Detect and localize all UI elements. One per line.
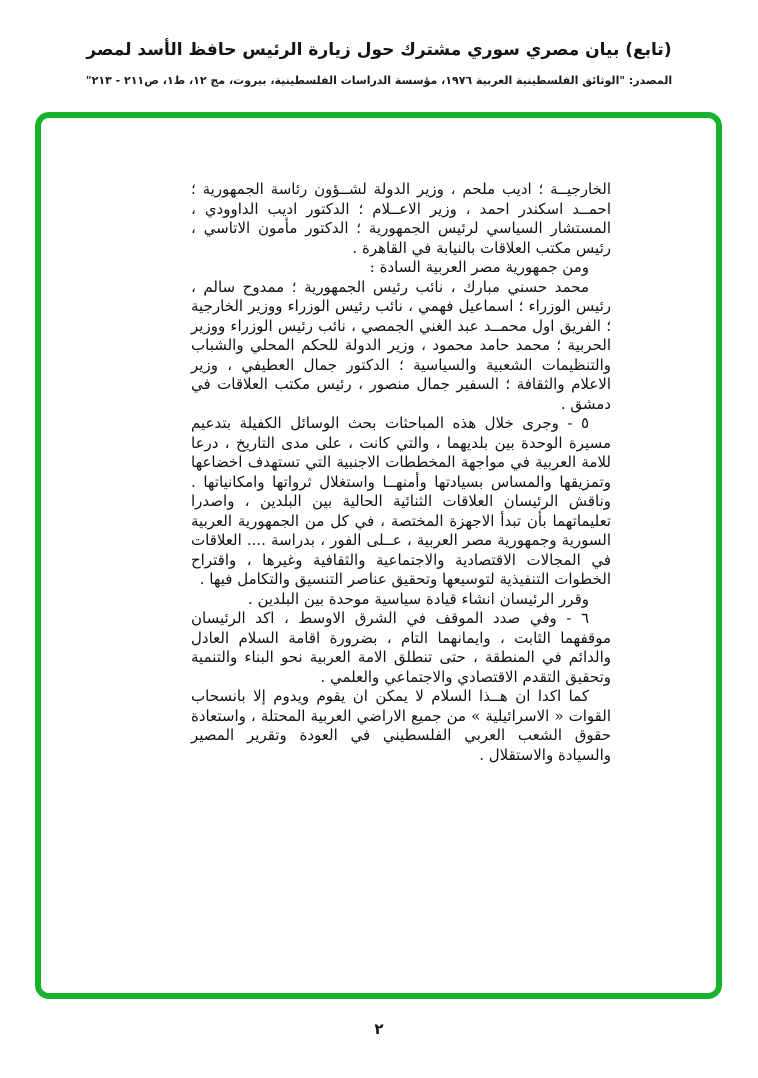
paragraph: كما اكدا ان هــذا السلام لا يمكن ان يقوم ويدوم إلا بانسحاب القوات « الاسرائيلية » من جميع الاراضي العربية المحتلة ، واستعادة حقوق الشعب العربي الفلسطيني في العودة وتقرير المصير والسيادة والاستقلال . — [191, 687, 611, 764]
body-text — [191, 180, 611, 765]
paragraph: الخارجيــة ؛ اديب ملحم ، وزير الدولة لشــؤون رئاسة الجمهورية ؛ احمــد اسكندر احمد ، وزير الاعــلام ؛ الدكتور اديب الداوودي ، المستشار السياسي لرئيس الجمهورية ؛ الدكتور مأمون الاتاسي ، رئيس مكتب العلاقات بالنيابة في القاهرة . — [191, 180, 611, 257]
paragraph: وقرر الرئيسان انشاء قيادة سياسية موحدة بين البلدين . — [247, 589, 589, 608]
page-number: ٢ — [374, 1020, 384, 1038]
paragraph: ٥ - وجرى خلال هذه المباحثات بحث الوسائل الكفيلة بتدعيم مسيرة الوحدة بين بلديهما ، والتي كانت ، على مدى التاريخ ، درعا للامة العربية في مواجهة المخططات الاجنبية التي تستهدف اخضاعها وتمزيقها والمساس بسيادتها وأمنهــا واستغلال ثرواتها وامكانياتها . وناقش الرئيسان العلاقات الثنائية الحالية بين البلدين ، واصدرا تعليماتهما بأن تبدأ الاجهزة المختصة ، في كل من الجمهورية العربية السورية وجمهورية مصر العربية ، عــلى الفور ، بدراسة .... العلاقات في المجالات الاقتصادية والاجتماعية والثقافية وغيرها ، واقتراح الخطوات التنفيذية لتوسيعها وتحقيق عناصر التنسيق والتكامل فيها . — [191, 414, 611, 588]
paragraph: محمد حسني مبارك ، نائب رئيس الجمهورية ؛ ممدوح سالم ، رئيس الوزراء ؛ اسماعيل فهمي ، نائب رئيس الوزراء ووزير الخارجية ؛ الفريق اول محمــد عبد الغني الجمصي ، نائب رئيس الوزراء ووزير الحربية ؛ محمد حامد محمود ، وزير الدولة للحكم المحلي والشباب والتنظيمات الشعبية والسياسية ؛ الدكتور جمال العطيفي ، وزير الاعلام والثقافة ؛ السفير جمال منصور ، رئيس مكتب العلاقات في دمشق . — [191, 277, 611, 413]
paragraph: ومن جمهورية مصر العربية السادة : — [369, 258, 589, 276]
source-line: المصدر: "الوثائق الفلسطينية العربية ١٩٧٦، مؤسسة الدراسات الفلسطينية، بيروت، مج ١٢، ط١، ص٢١١ - ٢١٣" — [85, 74, 673, 87]
page-title: (تابع) بيان مصري سوري مشترك حول زيارة الرئيس حافظ الأسد لمصر — [86, 40, 672, 60]
paragraph: ٦ - وفي صدد الموقف في الشرق الاوسط ، اكد الرئيسان موقفهما الثابت ، وايمانهما التام ، بضرورة اقامة السلام العادل والدائم في المنطقة ، حتى تنطلق الامة العربية نحو البناء والتنمية وتحقيق التقدم الاقتصادي والاجتماعي والعلمي . — [191, 609, 611, 686]
